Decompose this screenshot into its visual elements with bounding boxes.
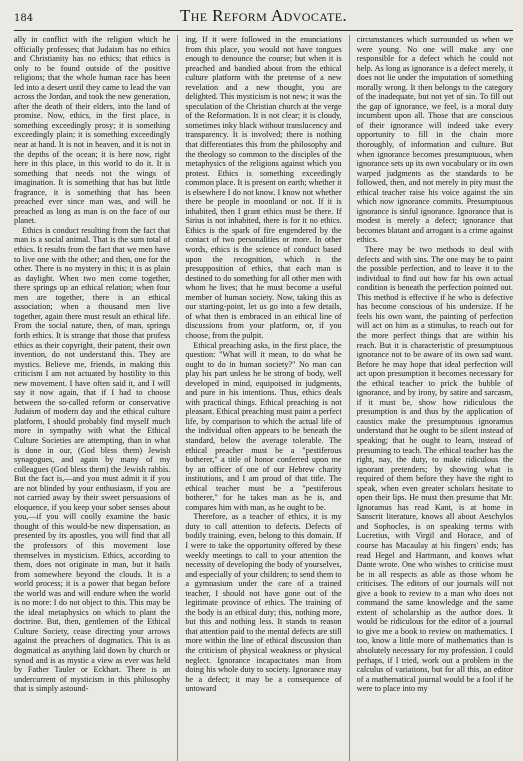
text-columns [14, 31, 513, 761]
publication-title: The Reform Advocate. [179, 6, 348, 25]
column-divider [349, 35, 350, 761]
paragraph: ing. If it were followed in the enunciations from this place, you would not have tongues enough to denounce the course; but when it is preached and bandied about from the ethical culture platform with the pretense of a new revelation and a new thought, you are delighted. This mysticism is not new; it was the speculation of the Christian church at the verge of the Reformation. It is not clear; it is cloudy, sometimes inky black without translucency and transparency. It is involved; there is nothing that differentiates this from the philosophy and the theology so common to the disciples of the metaphysics of the religions against which you protest. Ethics is something exceedingly common place. It is present on earth; whether it is elsewhere I do not know. I know not whether there be people in moonland or not. If it is inhabited, then I grant ethics must be there. If Sirius is not inhabited, there is for it no ethics. Ethics is the spark of fire engendered by the contact of two personalities or more. In other words, ethics is the science of conduct based upon the recognition, which is the presupposition of ethics, that each man is destined to do something for all other men with whom he lives; that he must become a useful member of human society. Now, taking this as our starting-point, let us go into a few details, of what then is embraced in an ethical line of discussions from your platform, or, if you choose, from the pulpit. [185, 35, 342, 340]
page-number: 184 [14, 13, 34, 24]
paragraph: There may be two methods to deal with defects and with sins. The one may be to paint the possible perfection, and to leave it to the individual to find out how far his own actual condition is beneath the perfection pointed out. This method is effective if he who is defective has become conscious of his undersize. If he feels his own want, the painting of perfection will act on him as a stimulus, to reach out for the more perfect things that are within his reach. But it is characteristic of presumptuous ignorance not to be aware of its own sad want. Before he may hope that ideal perfection will act upon presumption it becomes necessary for the ethical teacher to prick the bubble of ignorance, and by irony, by satire and sarcasm, if it must be, show how ridiculous the presumption is and thus by the application of caustics make the presumptuous ignoramus understand that he ought to be silent instead of speaking; that he ought to learn, instead of presuming to teach. The ethical teacher has the right, nay, the duty, to make ridiculous the ignorant pretenders; by showing what is required of them before they have the right to speak, when even greater scholars hesitate to open their lips. He must then presume that Mr. Ignoramus has read Kant, is at home in Sanscrit literature, knows all about Aeschylos and Sophocles, is on speaking terms with Lucretius, with Virgil and Horace, and of course has Macaulay at his fingers' ends; has read Hegel and Hartmann, and knows what Dante wrote. One who wishes to criticise must be in all respects as able as those whom he criticises. The editors of our journals will not give a book to review to a man who does not command the same knowledge and the same extent of scholarship as the author does. It would be ridiculous for the editor of a journal to give me a book to review on mathematics. I too, know a little more of mathematics than is absolutely necessary for my profession. I could perhaps, if I tried, work out a problem in the calculus of variations, but for all this, an editor of a mathematical journal would be a fool if he were to place into my [356, 245, 513, 694]
paragraph: Therefore, as a teacher of ethics, it is my duty to call attention to defects. Defects of bodily training, even, belong to this domain. If I were to take the opportunity offered by these weekly meetings to call to your attention the necessity of developing the body of yourselves, and especially of your children; to send them to a gymnasium under the care of a trained teacher, I should not have gone out of the legitimate province of ethics. The training of the body is an ethical duty; this, nothing more, but this and nothing less. It stands to reason that attention paid to the mental defects are still more within the line of ethical discussion than the criticism of physical weakness or physical neglect. Ignorance incapacitates man from doing his whole duty to society. Ignorance may be a defect; it may be a consequence of untoward [185, 512, 342, 694]
paragraph: ally in conflict with the religion which he officially professes; that Judaism has no ethics and Christianity has no ethics; that ethics is only to be found outside of the positive religions; that the whole human race has been led into a desert until they came to lead the van across the Jordan, and took the new generation, after the death of their elders, into the land of promise. Now, ethics, in the first place, is something exceedingly prosy; it is something exceedingly plain; it is something exceedingly near at hand. It is not in heaven, and it is not in the depths of the ocean; it is here now, right here in this place, in this world to do it. It is something that needs not the wings of imagination. It is something that has but little fragrance, it is something that has been preached ever since man was, and will be preached as long as man is on the face of our planet. [14, 35, 171, 226]
paragraph: Ethics is conduct resulting from the fact that man is a social animal. That is the sum total of ethics. It results from the fact that we men have to live one with the other; and then, one for the other. There is no mystery in this; it is as plain as daylight. When two men come together, there springs up an ethical relation; when four men are together, there is an ethical association; when a thousand men live together, again there must result an ethical life. From the social nature, then, of man, springs forth ethics. It is strange that those that profess ethics as their copyright, their patent, their own invention, do not understand this. They are mystics. Believe me, friends, in making this criticism I am not actuated by hostility to this new movement. I have often said it, and I will say it now again, that if I had to choose between the so-called reform or conservative Judaism of modern day and the ethical culture platform, I should probably find myself much more in sympathy with what the Ethical Culture Societies are attempting, than in what is done in our, (God bless them) Jewish synagogues, and again by many of my colleagues (God bless them) the Jewish rabbis. But the fact is,—and you must admit it if you are not blinded by your enthusiasm, if you are not carried away by their sweet persuasions of eloquence, if you keep your sober senses about you,—if you will coolly examine the basic thought of this would-be new dispensation, as presented by its apostles, you will find that all the professors of this movement lose themselves in mysticism. Ethics, according to them, does not originate in man, but it hails from somewhere beyond the clouds. It is a world process; it is a power that began before the world was and will endure when the world is no more: I do not object to this. This may be the ideal metaphysics on which to plant the doctrine. But, then, gentlemen of the Ethical Culture Society, cease directing your arrows against the preachers of dogmatics. This is as dogmatical as anything laid down by church or synod and is as mystic a view as ever was held by Father Tauler or Eckhart. There is an undercurrent of mysticism in this philosophy that is simply astound- [14, 225, 171, 694]
column-2 [185, 35, 341, 761]
column-divider [177, 35, 178, 761]
column-1 [14, 35, 170, 761]
paragraph: circumstances which surrounded us when we were young. No one will make any one responsible for a defect which he could not help. As long as ignorance is a defect merely, it does not lie under the imputation of something morally wrong. It then belongs to the category of the inadequate, but not yet of sin. To fill out the gap of ignorance, we feel, is a moral duty incumbent upon all. Those that are conscious of their ignorance will indeed take every opportunity to fill in the chain more thoroughly, of information and culture. But when ignorance becomes presumptuous, when ignorance sets up its own vocabulary or its own warped judgments as the standards to be followed, then, and not merely in pity must the ethical teacher raise his voice against the sin which now ignorance commits. Presumptuous ignorance is sinful ignorance. Ignorance that is modest is merely a defect; ignorance that becomes blatant and arrogant is a crime against ethics. [356, 35, 513, 245]
page-header [14, 6, 513, 31]
paragraph: Ethical preaching asks, in the first place, the question: "What will it mean, to do what he ought to do in human society?" No man can play his part unless he be strong of body, well developed in mind, equipoised in judgments, and pure in his intentions. Thus, ethics deals with practical things. Ethical preaching is not pleasant. Ethical preaching must paint a perfect life, by comparison to which the actual life of the individual often appears to be beneath the standard, below the average tolerable. The ethical preacher must be a "pestiferous botherer," a title of honor conferred upon me by an officer of one of our Hebrew charity institutions, and I am proud of that title. The ethical teacher must be a "pestiferous botherer," for he takes man as he is, and compares him with man, as he ought to be. [185, 340, 342, 512]
column-3 [357, 35, 513, 761]
